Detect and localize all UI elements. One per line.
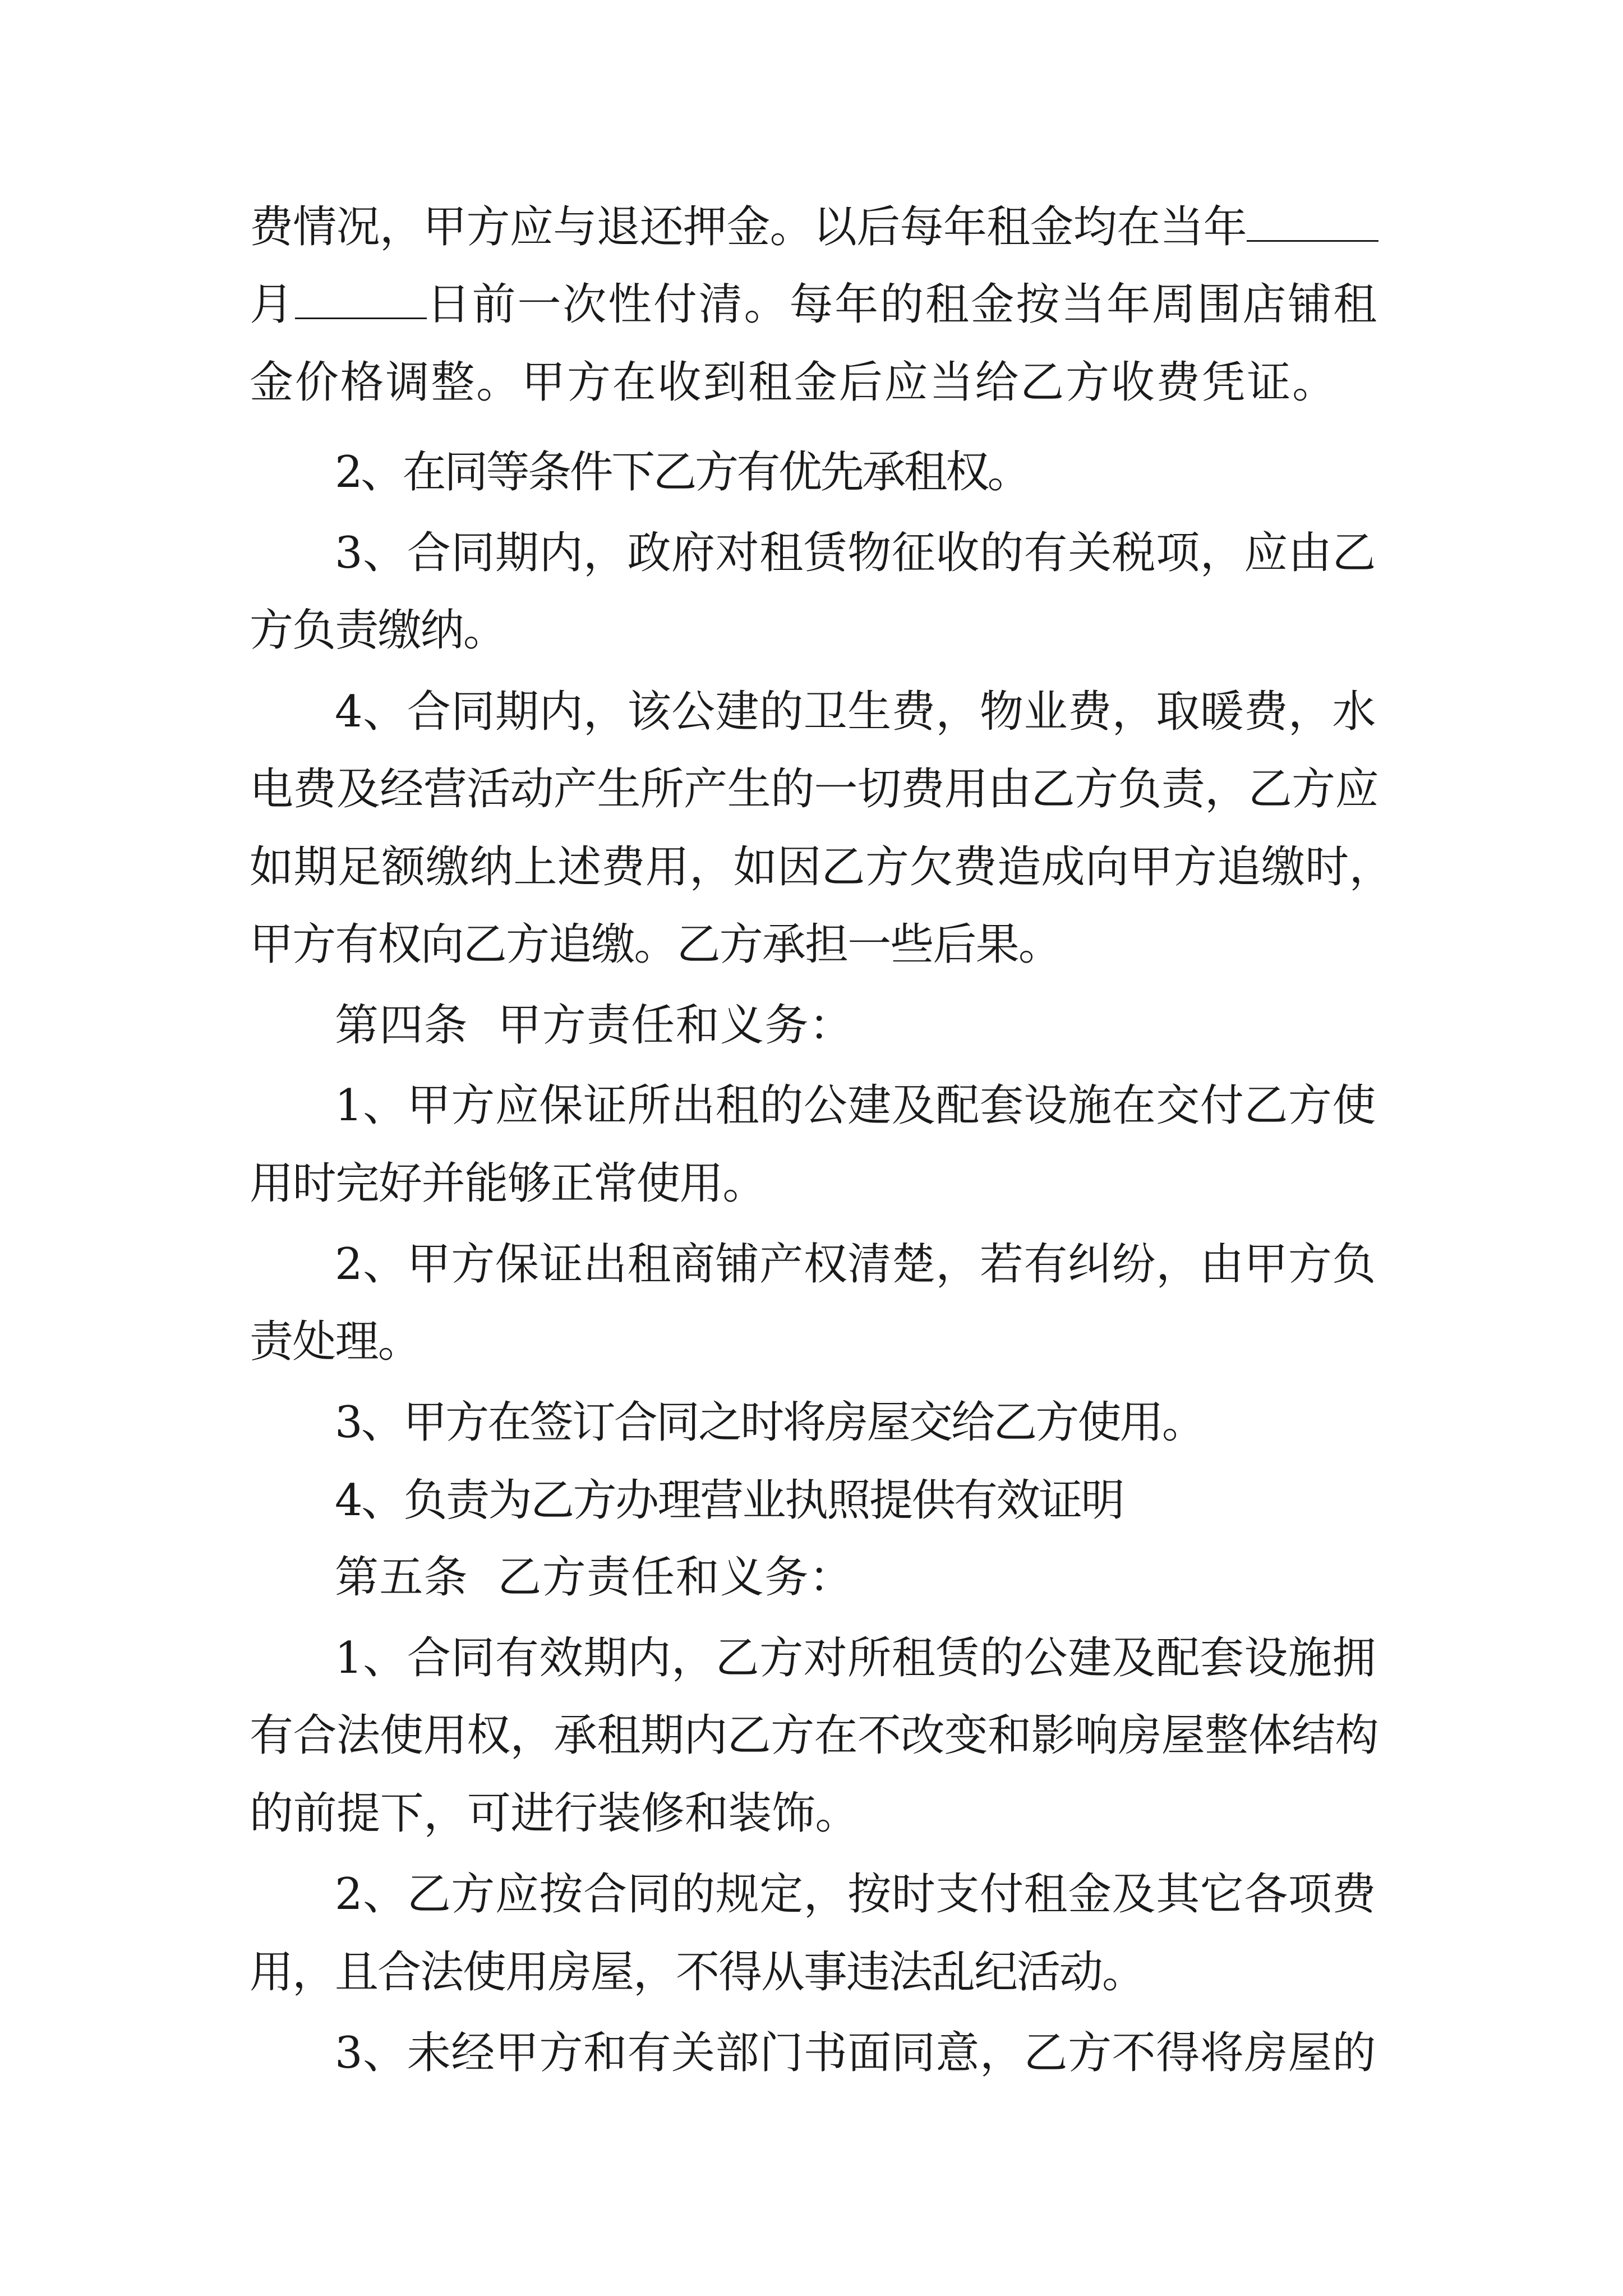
text-line [335,673,1376,751]
text-line [250,188,1378,266]
fill-in-blank [1247,188,1378,242]
text-line [250,343,1338,422]
text-line [250,828,1393,907]
text-run: 4、合同期内，该公建的卫生费，物业费，取暖费，水 [335,687,1376,737]
text-run: 3、合同期内，政府对租赁物征收的有关税项，应由乙 [335,528,1376,578]
text-line [335,514,1376,592]
text-run: 如期足额缴纳上述费用，如因乙方欠费造成向甲方追缴时， [250,842,1393,892]
text-run: 月 [250,279,295,330]
fill-in-blank [295,266,427,319]
text-run: 金价格调整。甲方在收到租金后应当给乙方收费凭证。 [250,357,1338,408]
text-line [335,1225,1376,1304]
text-run: 3、未经甲方和有关部门书面同意，乙方不得将房屋的 [335,2028,1376,2078]
text-line [250,1933,1145,2012]
text-run: 2、甲方保证出租商铺产权清楚，若有纠纷，由甲方负 [335,1239,1376,1290]
text-line [250,265,1378,344]
text-line [335,1538,854,1617]
text-run: 的前提下，可进行装修和装饰。 [250,1788,859,1839]
text-line [250,1774,859,1853]
text-line [250,591,506,670]
text-line [335,986,854,1065]
text-run: 4、负责为乙方办理营业执照提供有效证明 [335,1475,1123,1526]
text-run: 有合法使用权，承租期内乙方在不改变和影响房屋整体结构 [250,1710,1378,1761]
text-run: 电费及经营活动产生所产生的一切费用由乙方负责，乙方应 [250,764,1378,815]
text-run: 第五条 乙方责任和义务： [335,1552,854,1603]
text-run: 2、乙方应按合同的规定，按时支付租金及其它各项费 [335,1869,1376,1920]
text-run: 用，且合法使用房屋，不得从事违法乱纪活动。 [250,1947,1145,1998]
text-run: 日前一次性付清。每年的租金按当年周围店铺租 [426,279,1378,330]
text-line [250,1144,766,1223]
text-line [335,2014,1376,2092]
text-line [250,905,1061,984]
text-line [335,1383,1204,1462]
text-run: 3、甲方在签订合同之时将房屋交给乙方使用。 [335,1397,1204,1448]
text-line [335,1066,1376,1145]
text-line [335,433,1029,512]
text-run: 方负责缴纳。 [250,605,506,656]
text-line [250,1696,1378,1775]
text-line [335,1461,1123,1540]
text-line [250,750,1378,829]
text-line [335,1855,1376,1934]
text-run: 第四条 甲方责任和义务： [335,1000,854,1051]
text-run: 2、在同等条件下乙方有优先承租权。 [335,447,1029,498]
text-run: 费情况，甲方应与退还押金。以后每年租金均在当年 [250,202,1247,252]
text-run: 甲方有权向乙方追缴。乙方承担一些后果。 [250,919,1061,970]
text-line [335,1619,1376,1697]
text-line [250,1303,421,1381]
text-run: 责处理。 [250,1317,421,1367]
text-run: 用时完好并能够正常使用。 [250,1158,766,1209]
text-run: 1、合同有效期内，乙方对所租赁的公建及配套设施拥 [335,1633,1376,1683]
text-run: 1、甲方应保证所出租的公建及配套设施在交付乙方使 [335,1080,1376,1131]
